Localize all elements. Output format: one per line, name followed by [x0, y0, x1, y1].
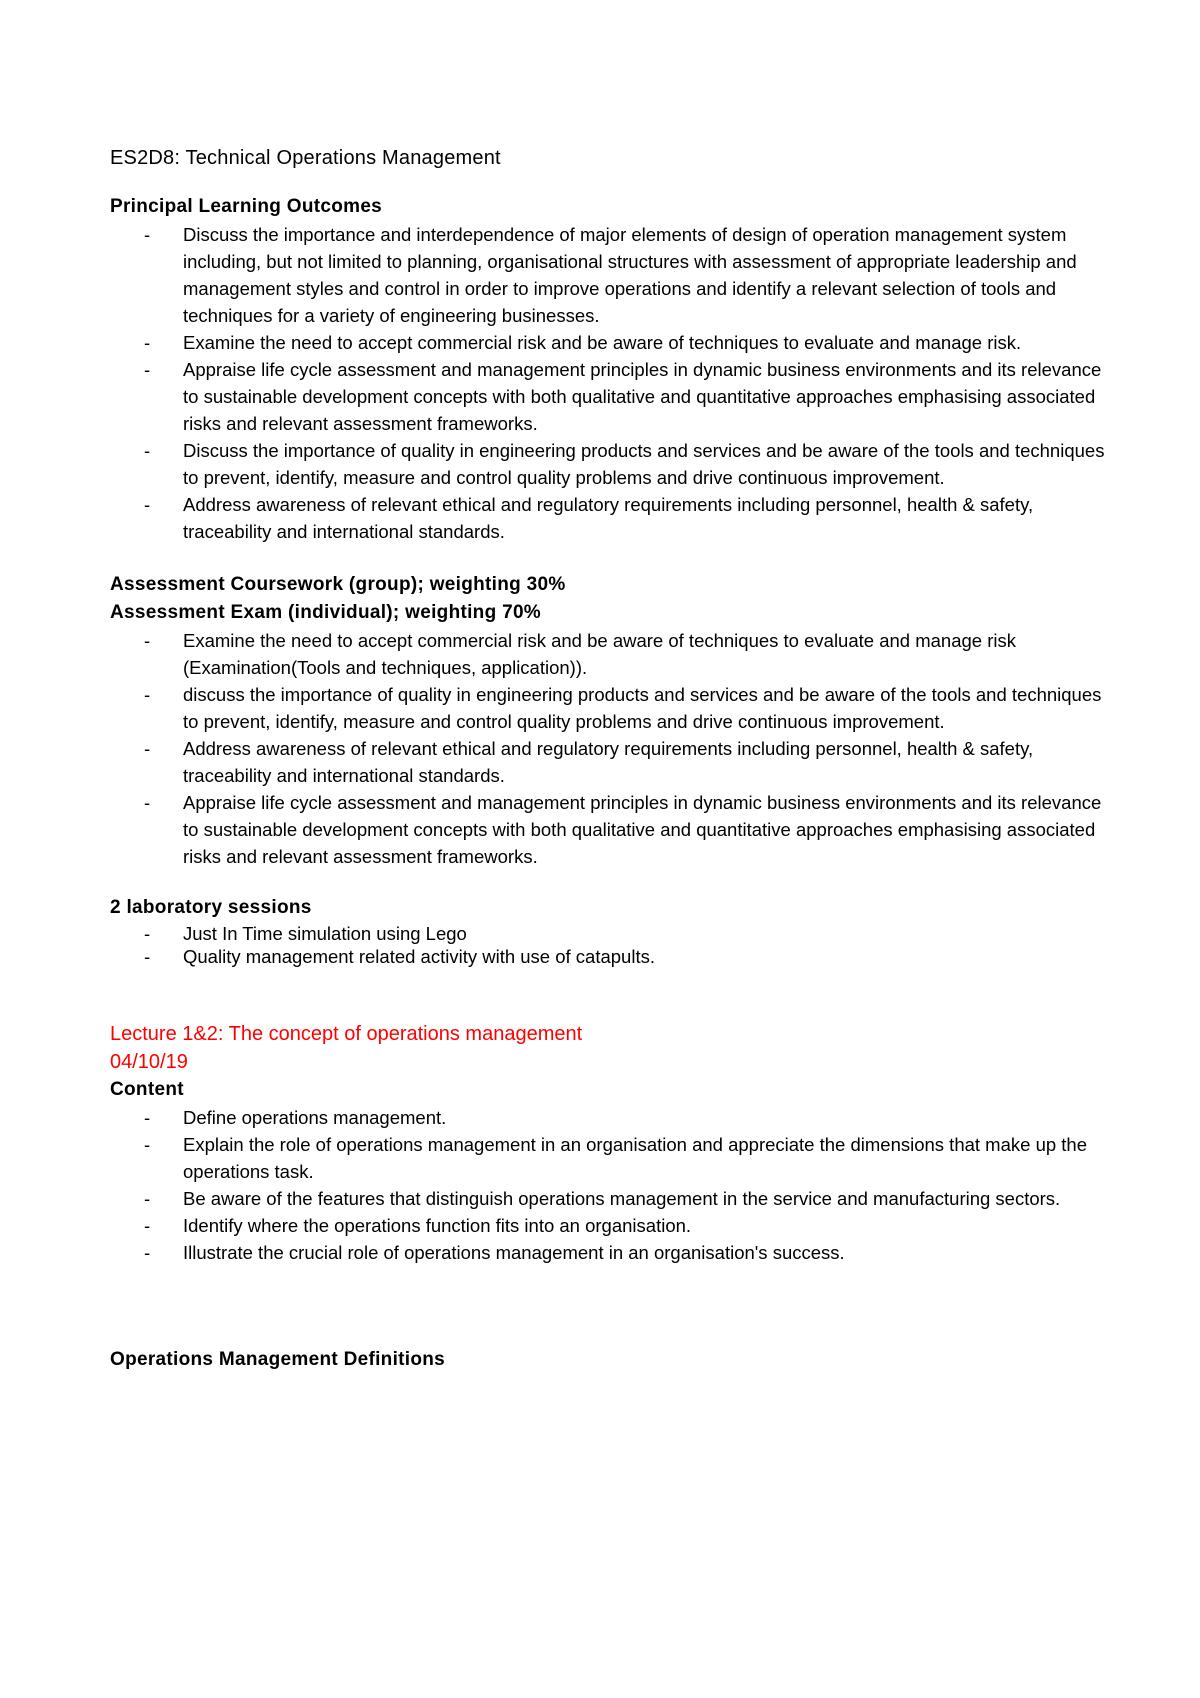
- document-page: [110, 144, 1110, 1374]
- list-item: - Be aware of the features that distinguish operations management in the service and manufacturing sectors.: [110, 1185, 1110, 1212]
- list-item: - Discuss the importance of quality in engineering products and services and be aware of the tools and techniques to prevent, identify, measure and control quality problems and drive continuous improvement.: [110, 437, 1110, 491]
- list-item: - Examine the need to accept commercial risk and be aware of techniques to evaluate and manage risk.: [110, 329, 1110, 356]
- content-heading: Content: [110, 1079, 184, 1100]
- assessment-exam-heading: Assessment Exam (individual); weighting 70%: [110, 602, 542, 623]
- lecture-title: Lecture 1&2: The concept of operations management: [110, 1023, 583, 1045]
- assessment-list: [110, 627, 1110, 870]
- document-title: ES2D8: Technical Operations Management: [110, 147, 501, 169]
- lecture-date: 04/10/19: [110, 1051, 188, 1073]
- list-item: - Explain the role of operations management in an organisation and appreciate the dimensions that make up the operations task.: [110, 1131, 1110, 1185]
- list-item: - Address awareness of relevant ethical and regulatory requirements including personnel, health & safety, traceability and international standards.: [110, 735, 1110, 789]
- list-item: - Quality management related activity with use of catapults.: [110, 945, 1110, 968]
- list-item: - Identify where the operations function fits into an organisation.: [110, 1212, 1110, 1239]
- assessment-coursework-heading: Assessment Coursework (group); weighting 30%: [110, 574, 566, 595]
- principal-outcomes-list: [110, 221, 1110, 545]
- list-item: - discuss the importance of quality in engineering products and services and be aware of the tools and techniques to prevent, identify, measure and control quality problems and drive continuous improvement.: [110, 681, 1110, 735]
- list-item: - Appraise life cycle assessment and management principles in dynamic business environments and its relevance to sustainable development concepts with both qualitative and quantitative approaches emphasising associated risks and relevant assessment frameworks.: [110, 356, 1110, 437]
- list-item: - Illustrate the crucial role of operations management in an organisation's success.: [110, 1239, 1110, 1266]
- laboratory-sessions-list: [110, 922, 1110, 968]
- list-item: - Discuss the importance and interdependence of major elements of design of operation management system including, but not limited to planning, organisational structures with assessment of appropriate leadership and management styles and control in order to improve operations and identify a relevant selection of tools and techniques for a variety of engineering businesses.: [110, 221, 1110, 329]
- principal-learning-outcomes-heading: Principal Learning Outcomes: [110, 196, 383, 217]
- list-item: - Just In Time simulation using Lego: [110, 922, 1110, 945]
- list-item: - Examine the need to accept commercial risk and be aware of techniques to evaluate and manage risk (Examination(Tools and techniques, application)).: [110, 627, 1110, 681]
- list-item: - Appraise life cycle assessment and management principles in dynamic business environments and its relevance to sustainable development concepts with both qualitative and quantitative approaches emphasising associated risks and relevant assessment frameworks.: [110, 789, 1110, 870]
- operations-management-definitions-heading: Operations Management Definitions: [110, 1349, 446, 1370]
- list-item: - Address awareness of relevant ethical and regulatory requirements including personnel, health & safety, traceability and international standards.: [110, 491, 1110, 545]
- list-item: - Define operations management.: [110, 1104, 1110, 1131]
- laboratory-sessions-heading: 2 laboratory sessions: [110, 897, 312, 918]
- lecture-content-list: [110, 1104, 1110, 1266]
